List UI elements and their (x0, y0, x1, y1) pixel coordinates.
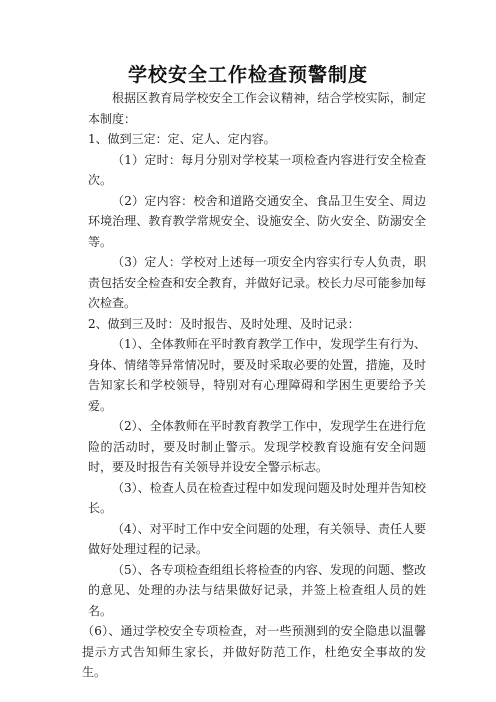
section-2-item-3: （3）、检查人员在检查过程中如发现问题及时处理并告知校长。 (88, 480, 426, 515)
section-2-item-5: （5）、各专项检查组组长将检查的内容、发现的问题、整改的意见、处理的办法与结果做好记录，并签上检查组人员的姓名。 (88, 562, 426, 618)
section-2-heading: 2、做到三及时：及时报告、及时处理、及时记录： (88, 316, 360, 331)
section-1-heading: 1、做到三定：定、定人、定内容。 (88, 132, 276, 146)
section-1-item-2: （2）定内容：校舍和道路交通安全、食品卫生安全、周边环境治理、教育教学常规安全、设施安全、防火安全、防溺安全等。 (88, 193, 426, 249)
section-1-item-1: （1）定时：每月分别对学校某一项检查内容进行安全检查次。 (88, 152, 426, 187)
section-2-item-1: （1）、全体教师在平时教育教学工作中，发现学生有行为、身体、情绪等异常情况时，要及时采取必要的处置，措施，及时告知家长和学校领导，特别对有心理障碍和学困生更要给予关爱。 (88, 337, 426, 413)
section-2-item-2: （2）、全体教师在平时教育教学工作中，发现学生在进行危险的活动时，要及时制止警示。发现学校教育设施有安全问题时，要及时报告有关领导并设安全警示标志。 (88, 419, 426, 474)
section-2-item-4: （4）、对平时工作中安全问题的处理，有关领导、责任人要做好处理过程的记录。 (88, 521, 426, 556)
document-body (82, 88, 426, 683)
section-2-item-6: （6）、通过学校安全专项检查，对一些预测到的安全隐患以温馨提示方式告知师生家长，并做好防范工作，杜绝安全事故的发生。 (82, 624, 426, 679)
intro-paragraph: 根据区教育局学校安全工作会议精神，结合学校实际，制定本制度： (88, 91, 426, 126)
section-1-item-3: （3）定人：学校对上述每一项安全内容实行专人负责，职责包括安全检查和安全教育，并做好记录。校长力尽可能参加每次检查。 (88, 255, 426, 310)
document-title: 学校安全工作检查预警制度 (127, 64, 368, 86)
